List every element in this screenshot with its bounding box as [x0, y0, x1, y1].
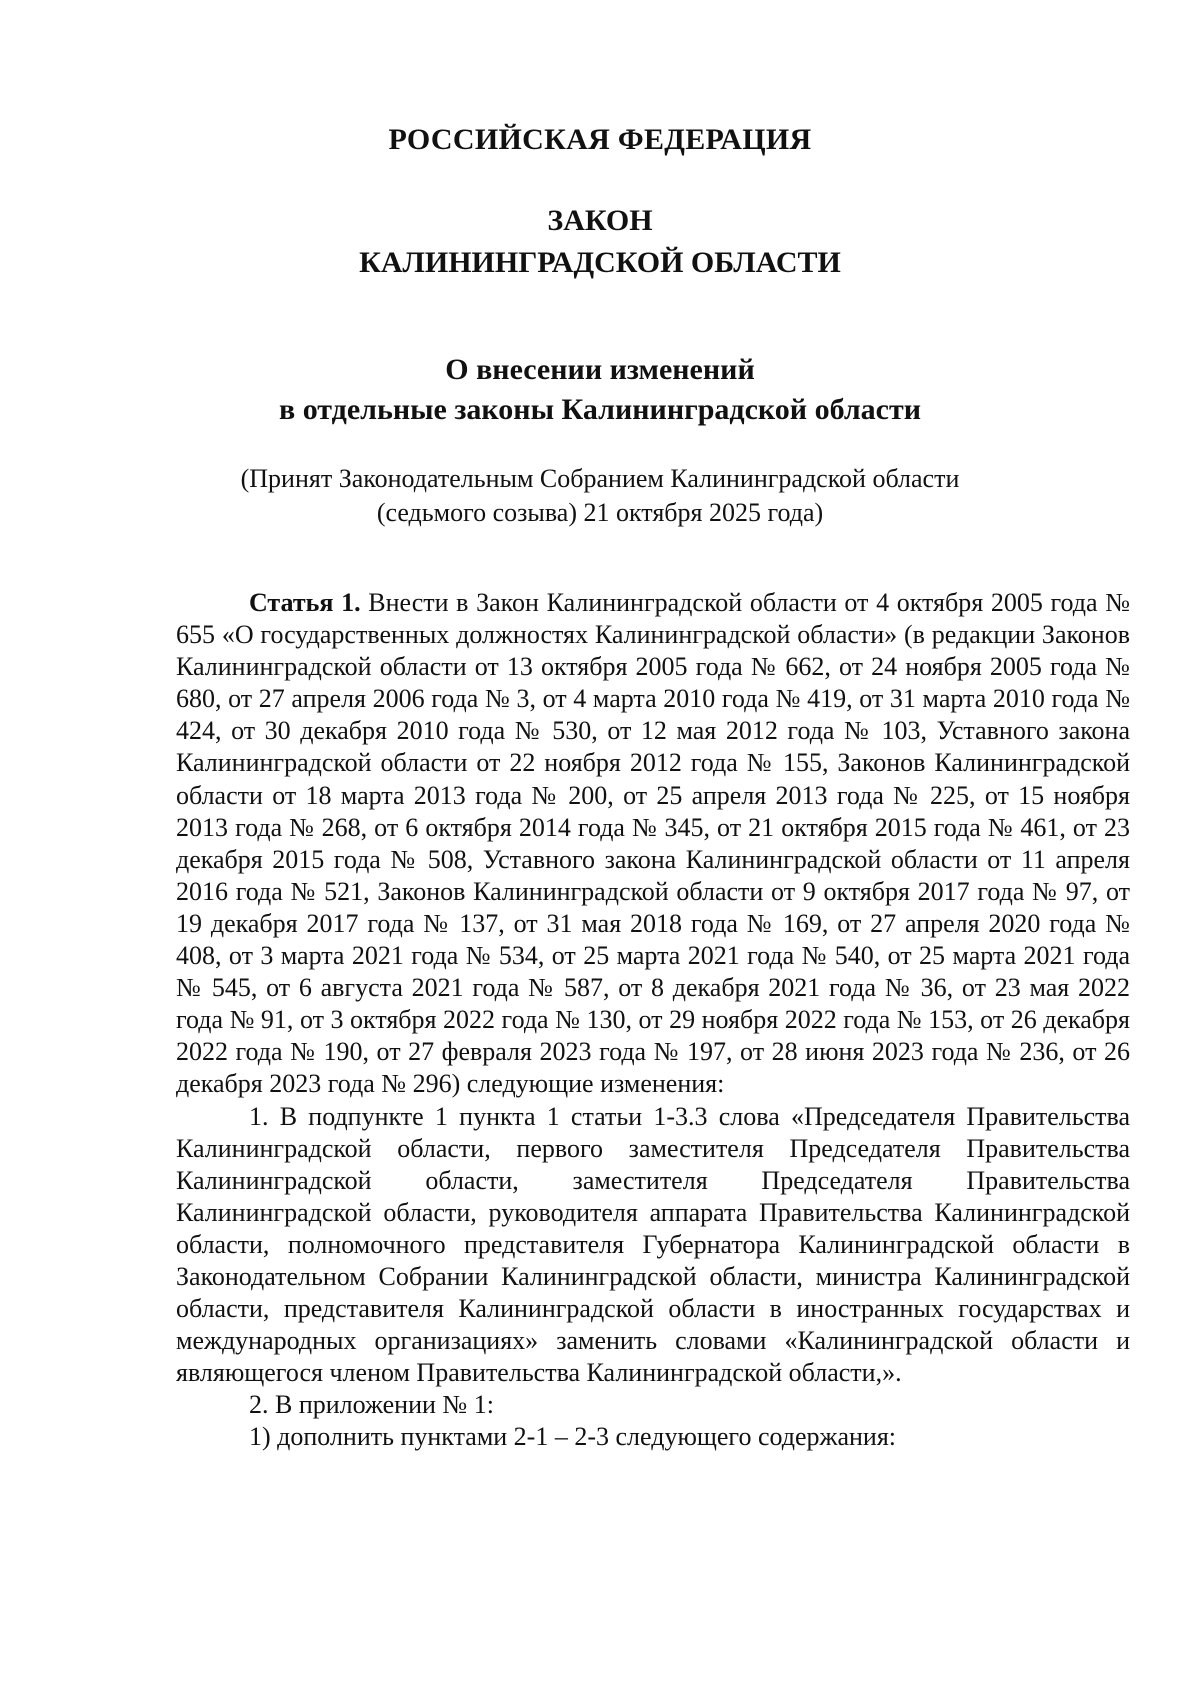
country-heading: РОССИЙСКАЯ ФЕДЕРАЦИЯ — [388, 123, 812, 156]
article-1-item-2-sub-1: 1) дополнить пунктами 2-1 – 2-3 следующего содержания: — [249, 1422, 897, 1452]
article-1-item-1: 1. В подпункте 1 пункта 1 статьи 1-3.3 слова «Председателя Правительства Калининградской области, первого заместителя Председателя Правительства Калининградской области, заместителя Председателя Правительства Калининградской области, руководителя аппарата Правительства Калининградской области, полномочного представителя Губернатора Калининградской области в Законодательном Собрании Калининградской области, министра Калининградской области, представителя Калининградской области в иностранных государствах и международных организациях» заменить словами «Калининградской области и являющегося членом Правительства Калининградской области,». — [176, 1101, 1130, 1388]
adoption-note-line1: (Принят Законодательным Собранием Калининградской области — [240, 464, 960, 493]
law-subject — [0, 350, 1200, 430]
article-1-item-2: 2. В приложении № 1: — [249, 1390, 494, 1420]
article-1-heading: Статья 1. — [249, 588, 361, 617]
law-subject-line1: О внесении изменений — [445, 353, 755, 386]
law-title-line1: ЗАКОН — [547, 204, 653, 237]
article-1-text: Внести в Закон Калининградской области от 4 октября 2005 года № 655 «О государственных должностях Калининградской области» (в редакции Законов Калининградской области от 13 октября 2005 года № 662, от 24 ноября 2005 года № 680, от 27 апреля 2006 года № 3, от 4 марта 2010 года № 419, от 31 марта 2010 года № 424, от 30 декабря 2010 года № 530, от 12 мая 2012 года № 103, Уставного закона Калининградской области от 22 ноября 2012 года № 155, Законов Калининградской области от 18 марта 2013 года № 200, от 25 апреля 2013 года № 225, от 15 ноября 2013 года № 268, от 6 октября 2014 года № 345, от 21 октября 2015 года № 461, от 23 декабря 2015 года № 508, Уставного закона Калининградской области от 11 апреля 2016 года № 521, Законов Калининградской области от 9 октября 2017 года № 97, от 19 декабря 2017 года № 137, от 31 мая 2018 года № 169, от 27 апреля 2020 года № 408, от 3 марта 2021 года № 534, от 25 марта 2021 года № 540, от 25 марта 2021 года № 545, от 6 августа 2021 года № 587, от 8 декабря 2021 года № 36, от 23 мая 2022 года № 91, от 3 октября 2022 года № 130, от 29 ноября 2022 года № 153, от 26 декабря 2022 года № 190, от 27 февраля 2023 года № 197, от 28 июня 2023 года № 236, от 26 декабря 2023 года № 296) следующие изменения: — [176, 588, 1131, 1099]
law-subject-line2: в отдельные законы Калининградской области — [279, 393, 921, 426]
adoption-note-line2: (седьмого созыва) 21 октября 2025 года) — [376, 498, 824, 527]
law-body — [176, 587, 1130, 1454]
law-title-line2: КАЛИНИНГРАДСКОЙ ОБЛАСТИ — [359, 246, 841, 279]
law-title — [0, 200, 1200, 284]
adoption-note — [0, 462, 1200, 530]
article-1-paragraph — [176, 587, 1130, 1101]
